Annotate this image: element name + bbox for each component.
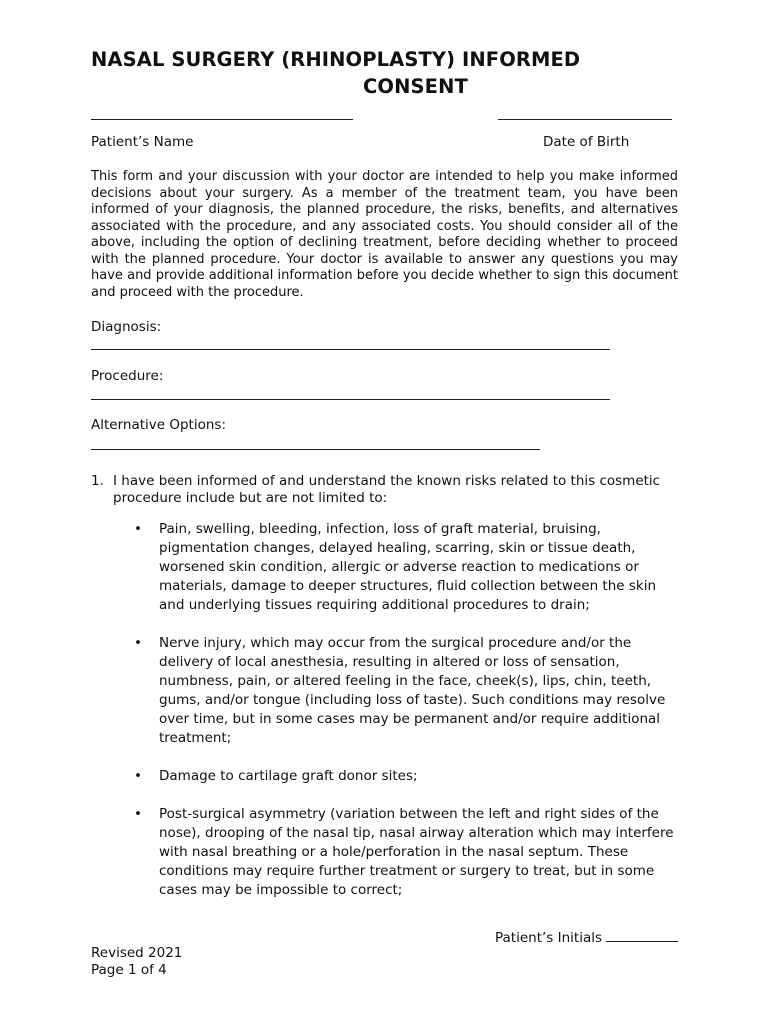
bullet-icon: • <box>134 806 142 822</box>
bullet-icon: • <box>134 768 142 784</box>
list-item <box>134 634 684 748</box>
document-title <box>91 46 611 100</box>
list-item <box>134 520 684 615</box>
diagnosis-blank[interactable] <box>91 349 610 350</box>
patient-initials-label: Patient’s Initials <box>495 930 603 946</box>
bullet-text: Nerve injury, which may occur from the surgical procedure and/or the delivery of local anesthesia, resulting in altered or loss of sensation, numbness, pain, or altered feeling in the face, cheek(s), lips, chin, teeth, gums, and/or tongue (including loss of taste). Such conditions may resolve over time, but in some cases may be permanent and/or require additional treatment; <box>159 635 666 746</box>
alternative-options-blank[interactable] <box>91 449 540 450</box>
item-number: 1. <box>91 473 104 489</box>
title-line-2: CONSENT <box>363 75 468 98</box>
diagnosis-label: Diagnosis: <box>91 319 162 335</box>
bullet-text: Damage to cartilage graft donor sites; <box>159 768 418 784</box>
patient-initials <box>495 929 678 946</box>
date-of-birth-blank[interactable] <box>498 119 672 120</box>
list-item <box>134 805 684 900</box>
alternative-options-label: Alternative Options: <box>91 417 226 433</box>
bullet-icon: • <box>134 635 142 651</box>
page-number: Page 1 of 4 <box>91 962 167 978</box>
revision-text: Revised 2021 <box>91 945 183 961</box>
risk-bullet-list <box>134 520 684 919</box>
date-of-birth-label: Date of Birth <box>543 134 630 150</box>
bullet-text: Post-surgical asymmetry (variation between the left and right sides of the nose), drooping of the nasal tip, nasal airway alteration which may interfere with nasal breathing or a hole/perforation in the nasal septum. These conditions may require further treatment or surgery to treat, but in some cases may be impossible to correct; <box>159 806 674 898</box>
procedure-label: Procedure: <box>91 368 164 384</box>
risk-item-1 <box>91 473 691 507</box>
list-item <box>134 767 684 786</box>
patient-name-blank[interactable] <box>91 119 353 120</box>
title-line-1: NASAL SURGERY (RHINOPLASTY) INFORMED <box>91 48 581 71</box>
page-footer <box>91 945 182 979</box>
intro-paragraph: This form and your discussion with your doctor are intended to help you make informed decisions about your surgery. As a member of the treatment team, you have been informed of your diagnosis, the planned procedure, the risks, benefits, and alternatives associated with the procedure, and any associated costs. You should consider all of the above, including the option of declining treatment, before deciding whether to proceed with the planned procedure. Your doctor is available to answer any questions you may have and provide additional information before you decide whether to sign this document and proceed with the procedure. <box>91 169 678 300</box>
bullet-icon: • <box>134 521 142 537</box>
patient-initials-blank[interactable] <box>606 929 678 942</box>
item-text: I have been informed of and understand the known risks related to this cosmetic procedure include but are not limited to: <box>113 473 661 506</box>
bullet-text: Pain, swelling, bleeding, infection, loss of graft material, bruising, pigmentation changes, delayed healing, scarring, skin or tissue death, worsened skin condition, allergic or adverse reaction to medications or materials, damage to deeper structures, fluid collection between the skin and underlying tissues requiring additional procedures to drain; <box>159 521 657 613</box>
procedure-blank[interactable] <box>91 399 610 400</box>
patient-name-label: Patient’s Name <box>91 134 194 150</box>
